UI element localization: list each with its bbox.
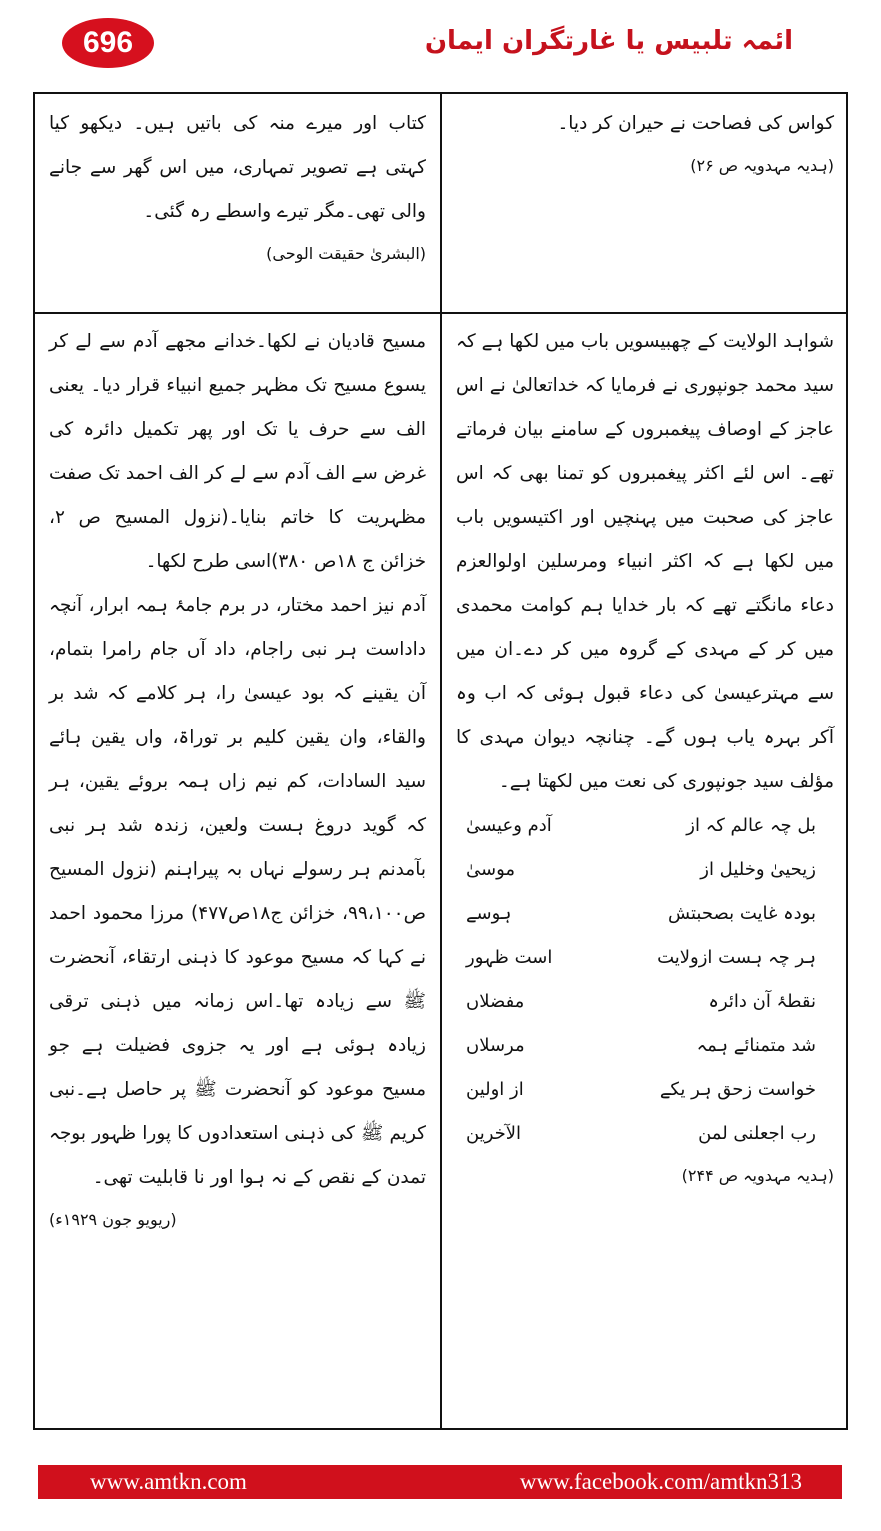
- poem-hemistich: ہر چہ ہست ازولایت: [657, 947, 816, 968]
- book-title: ائمہ تلبیس یا غارتگران ایمان: [424, 26, 793, 56]
- poem-line: [456, 848, 834, 892]
- poem-hemistich: موسیٰ: [466, 859, 516, 880]
- row2-right-reference: (ہدیہ مہدویہ ص ۲۴۴): [681, 1166, 834, 1185]
- poem-hemistich: مفضلاں: [466, 991, 525, 1012]
- poem-hemistich: زیحییٰ وخلیل از: [700, 859, 816, 880]
- poem-hemistich: خواست زحق ہر یکے: [659, 1079, 816, 1100]
- row2-left-cell: [35, 320, 440, 1426]
- row2-left-text-1: مسیح قادیان نے لکھا۔خدانے مجھے آدم سے لے کر یسوع مسیح تک مظہر جمیع انبیاء قرار دیا۔ یعنی الف سے حرف یا تک اور پھر تکمیل دائرہ کی غرض سے الف آدم سے لے کر الف احمد تک صفت مظہریت کا خاتم بنایا۔(نزول المسیح ص ۲، خزائن ج ۱۸ص ۳۸۰)اسی طرح لکھا۔: [49, 331, 426, 572]
- poem-hemistich: نقطۂ آن دائرہ: [708, 991, 816, 1012]
- row2-right-text: شواہد الولایت کے چھبیسویں باب میں لکھا ہے کہ سید محمد جونپوری نے فرمایا کہ خداتعالیٰ نے اس عاجز کے اوصاف پیغمبروں کے سامنے بیان فرماتے تھے۔ اس لئے اکثر پیغمبروں کو تمنا بھی کہ اس عاجز کی صحبت میں پہنچیں اور اکتیسویں باب میں لکھا ہے کہ اکثر انبیاء ومرسلین اولوالعزم دعاء مانگتے تھے کہ بار خدایا ہم کوامت محمدی میں کر کے مہدی کے گروہ میں کر دے۔ان میں سے مہترعیسیٰ کی دعاء قبول ہوئی کہ اب وہ آکر بہرہ یاب ہوں گے۔ چنانچہ دیوان مہدی کا مؤلف سید جونپوری کی نعت میں لکھتا ہے۔: [456, 331, 834, 792]
- poem-hemistich: آدم وعیسیٰ: [466, 815, 552, 836]
- footer-bar: [38, 1465, 842, 1499]
- poem: [456, 804, 834, 1156]
- row1-left-reference: (البشریٰ حقیقت الوحی): [266, 244, 426, 263]
- poem-line: [456, 1024, 834, 1068]
- poem-line: [456, 1068, 834, 1112]
- row1-right-cell: [442, 102, 848, 310]
- poem-line: [456, 892, 834, 936]
- row1-right-text: کواس کی فصاحت نے حیران کر دیا۔: [557, 113, 834, 134]
- poem-line: [456, 1112, 834, 1156]
- poem-line: [456, 804, 834, 848]
- poem-line: [456, 936, 834, 980]
- poem-hemistich: بودہ غایت بصحبتش: [668, 903, 816, 924]
- row1-left-text: کتاب اور میرے منہ کی باتیں ہیں۔ دیکھو کیا کہتی ہے تصویر تمہاری، میں اس گھر سے جانے والی تھی۔مگر تیرے واسطے رہ گئی۔: [49, 113, 426, 222]
- poem-hemistich: مرسلاں: [466, 1035, 525, 1056]
- page-number-badge: 696: [62, 18, 154, 68]
- facebook-link[interactable]: www.facebook.com/amtkn313: [519, 1469, 802, 1494]
- poem-hemistich: رب اجعلنی لمن: [698, 1123, 816, 1144]
- content-table: [33, 92, 848, 1430]
- row1-right-reference: (ہدیہ مہدویہ ص ۲۶): [690, 156, 834, 175]
- poem-hemistich: است ظہور: [466, 947, 553, 968]
- website-link[interactable]: www.amtkn.com: [90, 1469, 247, 1494]
- row2-left-text-2: آدم نیز احمد مختار، در برم جامۂ ہمہ ابرار، آنچہ داداست ہر نبی راجام، داد آں جام رامرا بتمام، آن یقینے کہ بود عیسیٰ را، ہر کلامے کہ شد بر والقاء، وان یقین کلیم بر توراۃ، واں یقین ہائے سید السادات، کم نیم زاں ہمہ بروئے یقین، ہر کہ گوید دروغ ہست ولعین، زندہ شد ہر نبی بآمدنم ہر رسولے نہاں بہ پیراہنم (نزول المسیح ص۹۹،۱۰۰، خزائن ج۱۸ص۴۷۷) مرزا محمود احمد نے کہا کہ مسیح موعود کا ذہنی ارتقاء، آنحضرت ﷺ سے زیادہ تھا۔اس زمانہ میں ذہنی ترقی زیادہ ہوئی ہے اور یہ جزوی فضیلت ہے جو مسیح موعود کو آنحضرت ﷺ پر حاصل ہے۔نبی کریم ﷺ کی ذہنی استعدادوں کا پورا ظہور بوجہ تمدن کے نقص کے نہ ہوا اور نا قابلیت تھی۔: [49, 595, 426, 1188]
- poem-hemistich: شد متمنائے ہمہ: [696, 1035, 816, 1056]
- row2-right-cell: [442, 320, 848, 1426]
- poem-hemistich: الآخرین: [466, 1123, 522, 1144]
- poem-hemistich: از اولین: [466, 1079, 524, 1100]
- row1-left-cell: [35, 102, 440, 310]
- poem-hemistich: بل چہ عالم کہ از: [686, 815, 816, 836]
- row2-left-reference: (ریویو جون ۱۹۲۹ء): [49, 1210, 177, 1229]
- poem-line: [456, 980, 834, 1024]
- poem-hemistich: ہوسے: [466, 903, 512, 924]
